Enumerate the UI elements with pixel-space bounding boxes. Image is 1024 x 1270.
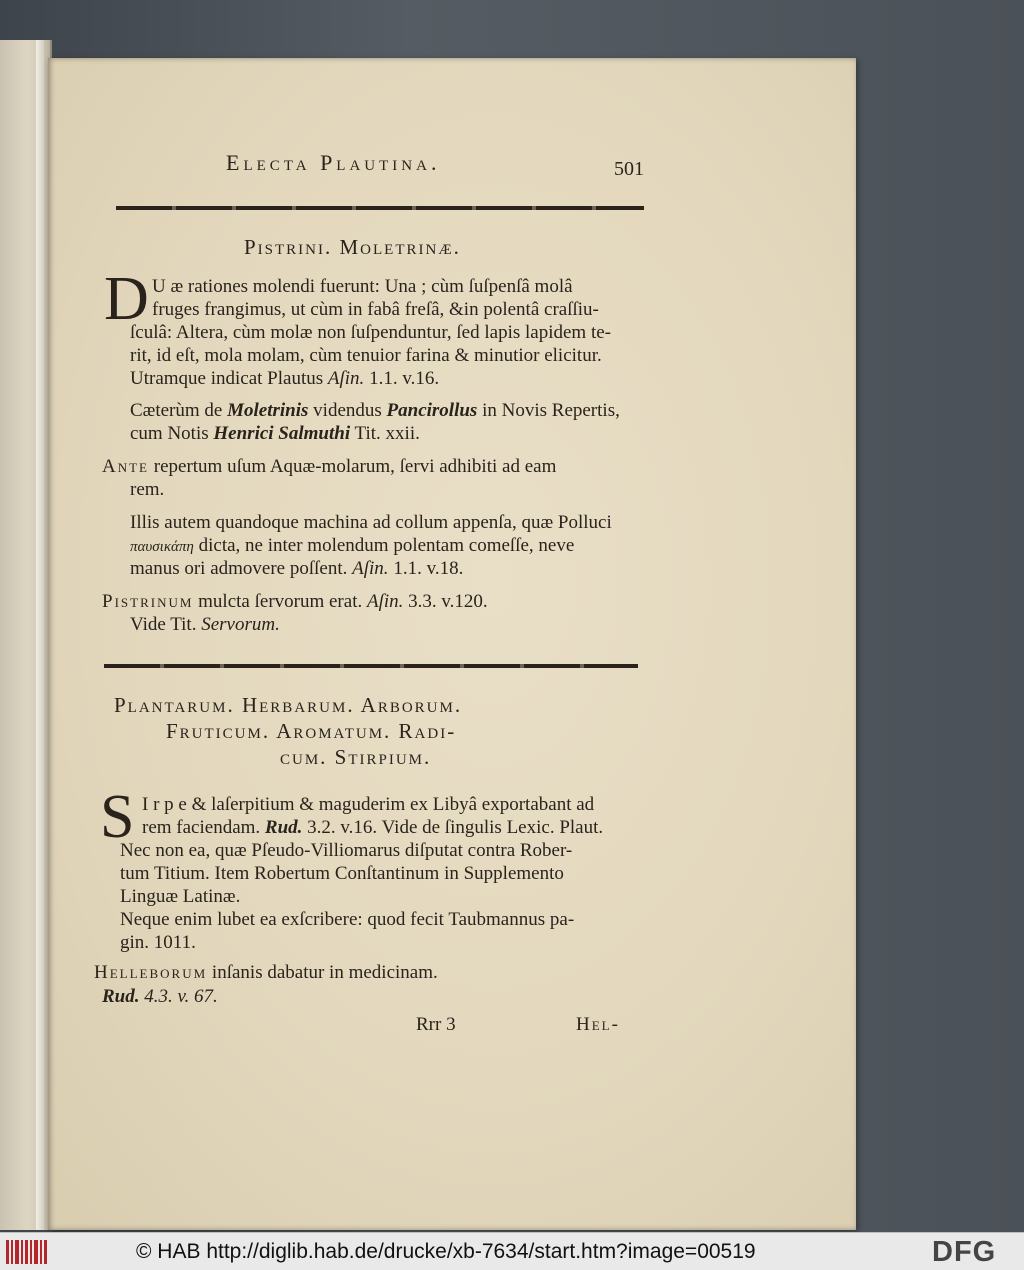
text-line (130, 614, 280, 636)
section-rule (104, 664, 638, 668)
greek-term: παυσικάπη (130, 539, 194, 555)
book-page (48, 58, 856, 1230)
text-line (130, 535, 574, 558)
text-line (102, 986, 218, 1008)
text-span: mulcta ſervorum erat. (198, 591, 363, 612)
citation-title: Servorum. (201, 614, 280, 635)
section-title-line: Plantarum. Herbarum. Arborum. (114, 693, 463, 717)
page-fore-edge (36, 40, 44, 1230)
text-span: inſanis dabatur in medicinam. (211, 962, 438, 983)
text-span: Tit. xxii. (354, 423, 420, 444)
text-line: Nec non ea, quæ Pſeudo-Villiomarus diſputat contra Rober- (120, 840, 573, 861)
text-line: rem. (130, 479, 165, 500)
citation-title: Aſin. (366, 591, 404, 612)
drop-capital: D (104, 265, 149, 333)
citation-ref: 1.1. v.18. (393, 558, 464, 579)
text-line (102, 456, 556, 478)
running-head: Electa Plautina. (226, 150, 441, 175)
text-line (130, 368, 439, 390)
text-span: 3.2. v.16. Vide de ſingulis Lexic. Plaut. (307, 817, 604, 838)
section-title-line: Fruticum. Aromatum. Radi- (166, 719, 457, 743)
head-rule (116, 206, 644, 210)
italic-term: Pancirollus (386, 400, 478, 421)
small-caps-lemma: Helleborum (94, 962, 208, 983)
text-line: ſculâ: Altera, cùm molæ non ſuſpenduntur, ſed lapis lapidem te- (130, 322, 611, 343)
small-caps-lemma: Pistrinum (102, 591, 194, 612)
left-page-edge (0, 40, 52, 1230)
citation-title: Aſin. (327, 368, 365, 389)
text-line: tum Titium. Item Robertum Conſtantinum in Supplemento (120, 863, 564, 884)
text-span: Cæterùm de (130, 400, 223, 421)
text-span: dicta, ne inter molendum polentam comeſſe, neve (198, 535, 575, 556)
text-span: Vide Tit. (130, 614, 197, 635)
text-span: cum Notis (130, 423, 209, 444)
text-line: U æ rationes molendi fuerunt: Una ; cùm ſuſpenſâ molâ (152, 276, 573, 297)
section-title-pistrini: Pistrini. Moletrinæ. (244, 235, 461, 259)
signature-mark: Rrr 3 (416, 1014, 456, 1035)
text-span: manus ori admovere poſſent. (130, 558, 348, 579)
text-span: rem faciendam. (142, 817, 261, 838)
text-span: Utramque indicat Plautus (130, 368, 324, 389)
text-line (102, 591, 488, 613)
text-line: Neque enim lubet ea exſcribere: quod fecit Taubmannus pa- (120, 909, 575, 930)
text-line: fruges frangimus, ut cùm in fabâ freſâ, &in polentâ craſſiu- (152, 299, 599, 320)
text-line: Linguæ Latinæ. (120, 886, 241, 907)
text-span: in Novis Repertis, (482, 400, 620, 421)
text-line (130, 558, 463, 580)
folio-number: 501 (614, 158, 644, 180)
text-line (94, 962, 438, 984)
text-line: Illis autem quandoque machina ad collum appenſa, quæ Polluci (130, 512, 612, 533)
italic-term: Moletrinis (227, 400, 309, 421)
text-line (130, 400, 620, 422)
drop-capital: S (100, 783, 135, 851)
citation-title: Rud. (102, 986, 140, 1007)
citation-title: Rud. (264, 817, 303, 838)
footer-bar (0, 1232, 1024, 1270)
citation-title: Aſin. (352, 558, 389, 579)
dfg-logo: DFG (932, 1236, 997, 1268)
catchword: Hel- (576, 1014, 620, 1035)
citation-ref: 3.3. v.120. (408, 591, 488, 612)
small-caps-lemma: Ante (102, 456, 149, 477)
citation-ref: 4.3. v. 67. (144, 986, 218, 1007)
text-line: I r p e & laſerpitium & maguderim ex Libyâ exportabant ad (142, 794, 595, 815)
text-line (142, 817, 603, 839)
copyright-link[interactable]: © HAB http://diglib.hab.de/drucke/xb-7634/start.htm?image=00519 (136, 1240, 756, 1263)
italic-term: Henrici Salmuthi (213, 423, 351, 444)
section-title-line: cum. Stirpium. (280, 745, 432, 769)
text-line: rit, id eſt, mola molam, cùm tenuior farina & minutior elicitur. (130, 345, 602, 366)
barcode-icon (6, 1240, 50, 1264)
citation-ref: 1.1. v.16. (369, 368, 440, 389)
text-span: repertum uſum Aquæ-molarum, ſervi adhibiti ad eam (153, 456, 557, 477)
text-span: videndus (313, 400, 382, 421)
text-line: gin. 1011. (120, 932, 196, 953)
text-line (130, 423, 420, 445)
